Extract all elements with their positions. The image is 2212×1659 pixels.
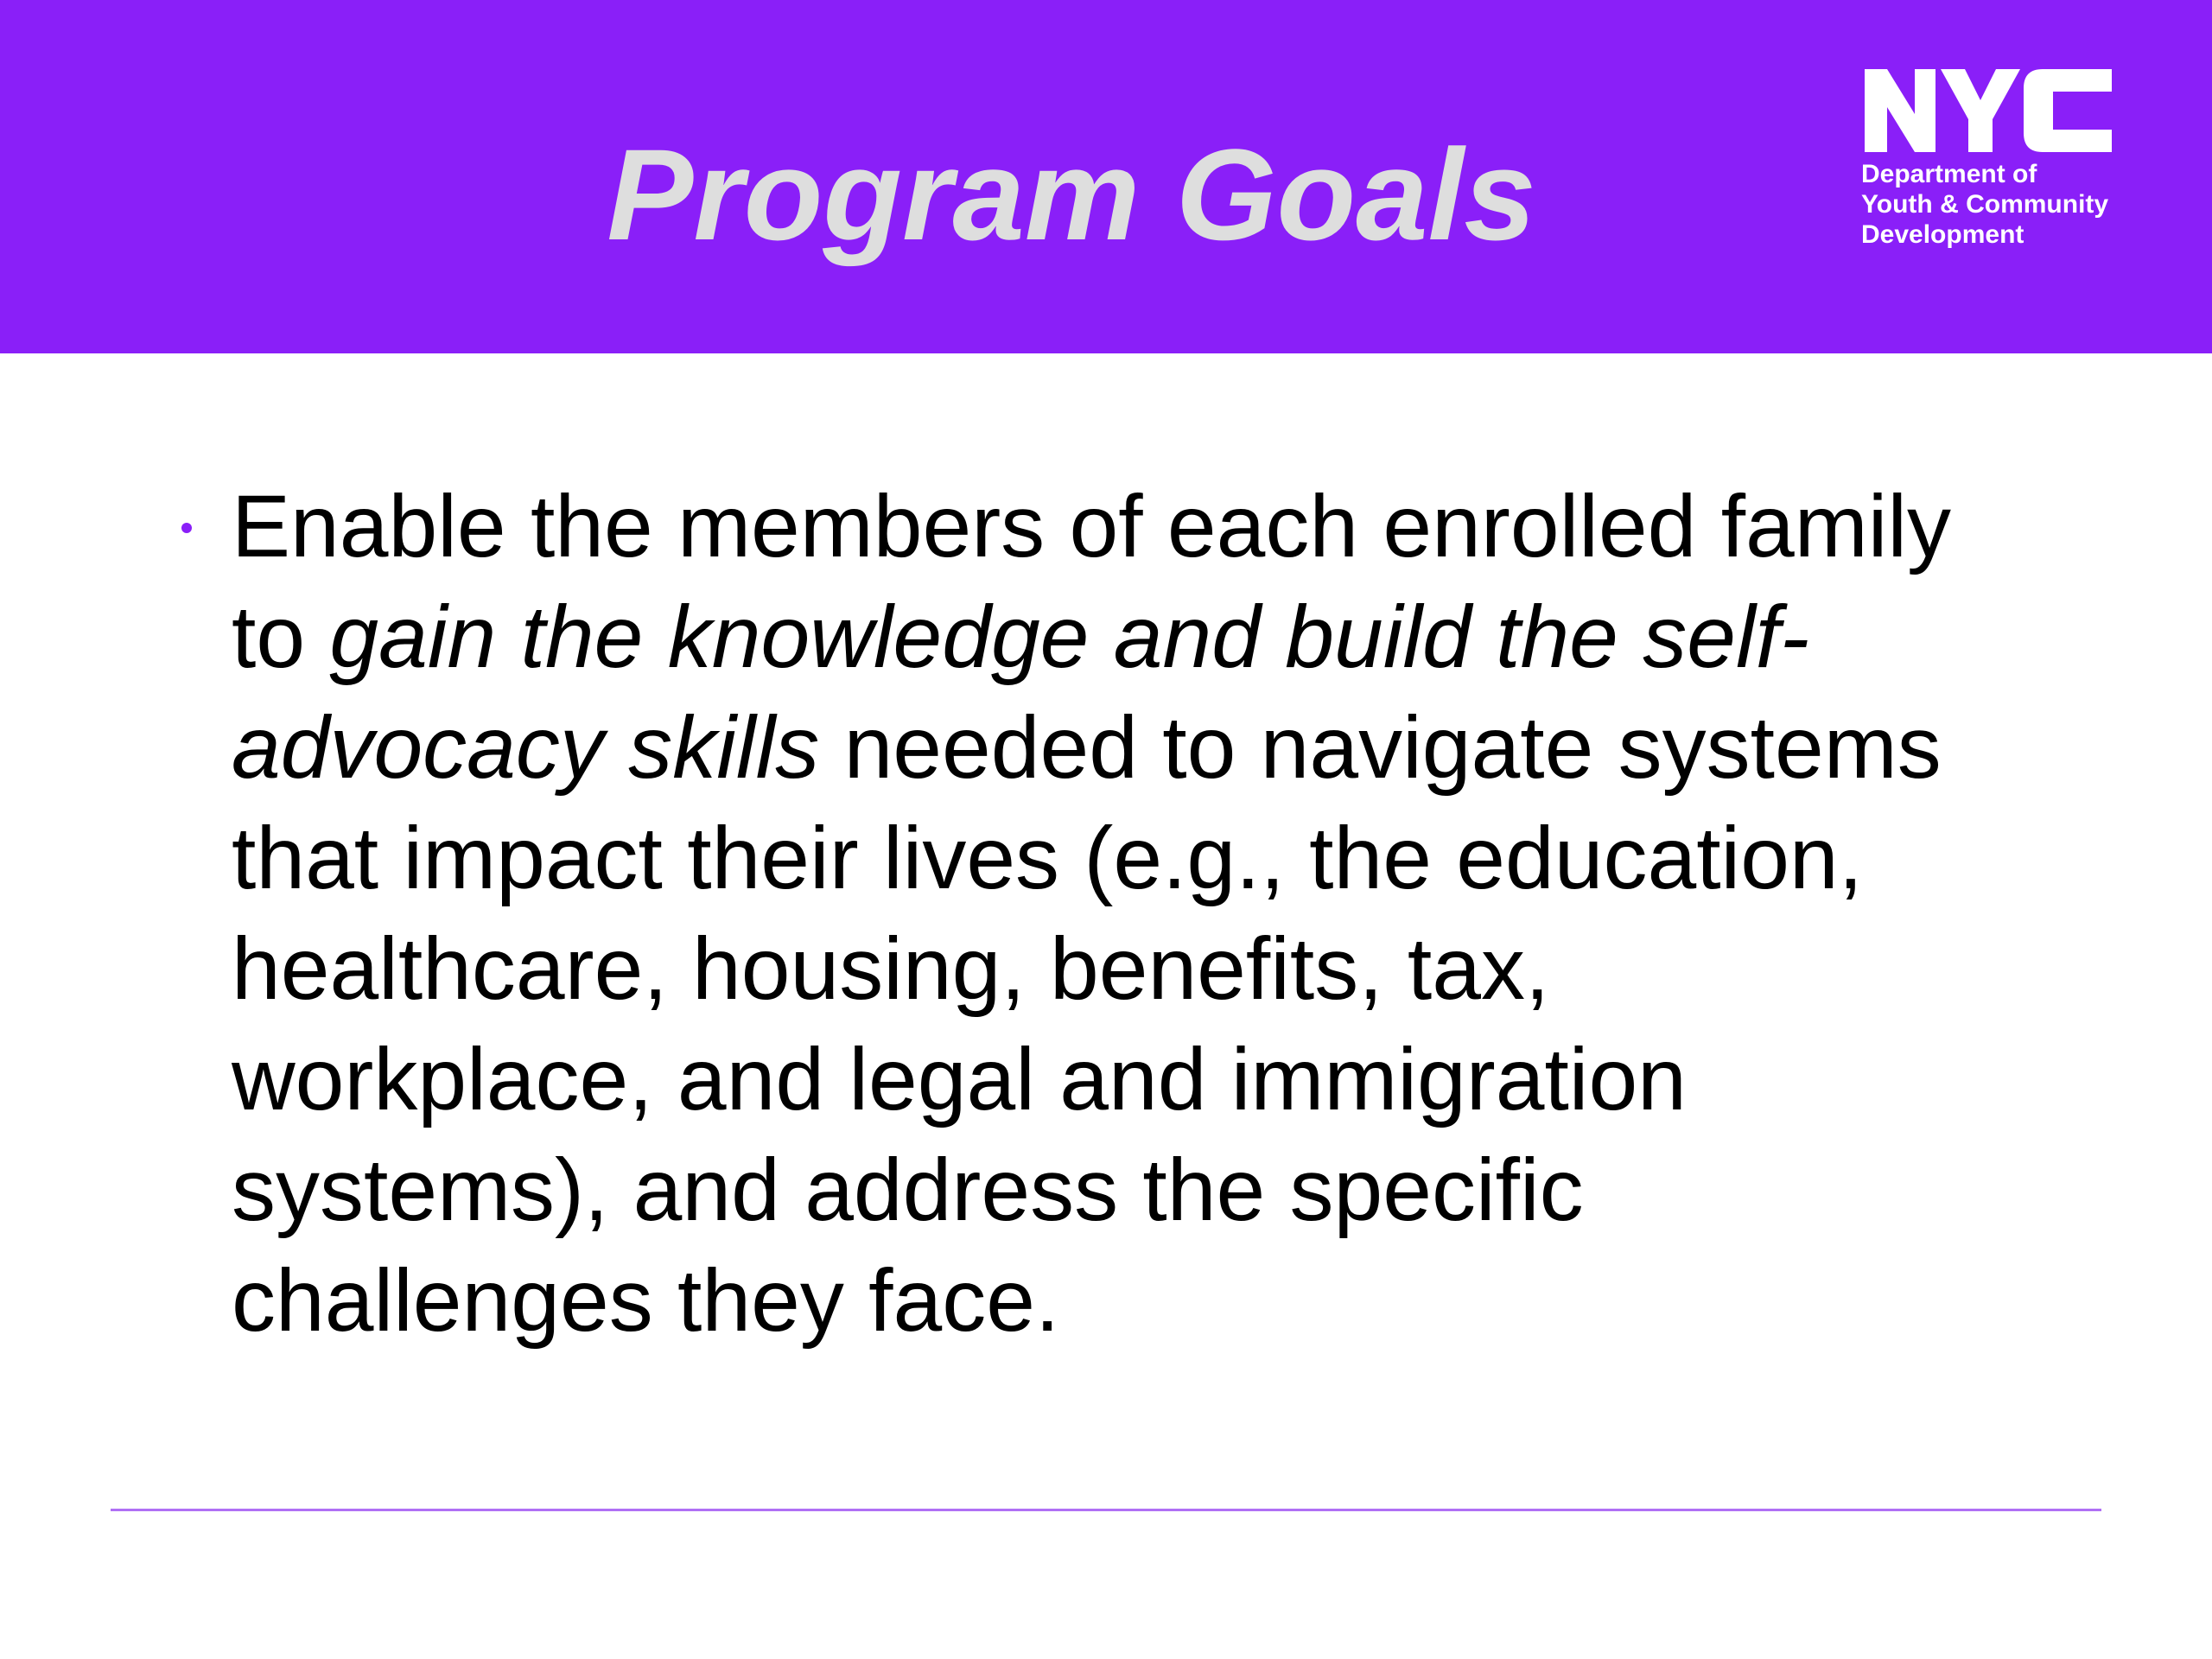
nyc-logo-mark [1865,69,2112,156]
bullet-line [232,1135,2133,1245]
header-bar [0,0,2212,353]
text-run: healthcare, housing, benefits, tax, [232,919,1550,1018]
bullet-line [232,471,2133,582]
text-run: systems), and address the specific [232,1141,1584,1239]
slide-title: Program Goals [607,122,1536,267]
italic-run: gain the knowledge and build the self- [329,588,1809,686]
logo-agency-name [1861,159,2108,250]
bullet-text [232,471,2133,1356]
text-run: needed to navigate systems [819,698,1942,797]
text-run: Enable the members of each enrolled family [232,477,1952,575]
logo-line-3: Development [1861,220,2024,249]
bullet-line [232,692,2133,803]
logo-line-1: Department of [1861,160,2037,188]
bullet-line [232,803,2133,913]
text-run: to [232,588,330,686]
nyc-dycd-logo [1858,69,2134,259]
bullet-dot [181,523,192,533]
bullet-line [232,913,2133,1024]
bullet-line [232,582,2133,692]
logo-line-2: Youth & Community [1861,190,2109,219]
bullet-line [232,1024,2133,1135]
bullet-line [232,1245,2133,1356]
text-run: workplace, and legal and immigration [232,1030,1687,1128]
text-run: challenges they face. [232,1251,1060,1350]
italic-run: advocacy skills [232,698,820,797]
footer-divider [111,1509,2101,1511]
text-run: that impact their lives (e.g., the education, [232,809,1863,907]
